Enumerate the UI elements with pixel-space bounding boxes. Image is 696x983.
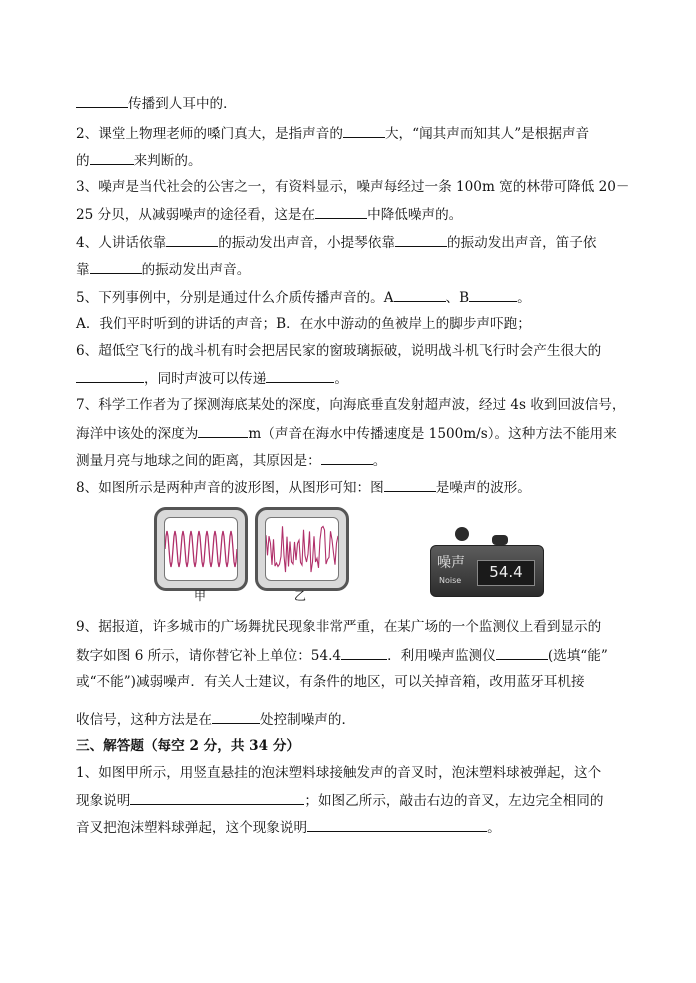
caption-jia: 甲: [194, 589, 207, 603]
section-3-q1-line-3: 音叉把泡沫塑料球弹起，这个现象说明 。: [76, 820, 501, 836]
meter-label: 噪声: [437, 555, 465, 571]
blank[interactable]: [343, 124, 385, 138]
blank[interactable]: [90, 260, 142, 274]
blank[interactable]: [198, 424, 248, 438]
question-6-line-2: ，同时声波可以传递 。: [76, 369, 348, 388]
blank[interactable]: [384, 478, 436, 492]
blank[interactable]: [469, 288, 517, 302]
question-5-options: A．我们平时听到的讲话的声音；B．在水中游动的鱼被岸上的脚步声吓跑；: [76, 316, 531, 332]
blank[interactable]: [76, 369, 144, 383]
blank[interactable]: [315, 205, 367, 219]
question-3-line-1: 3、噪声是当代社会的公害之一，有资料显示，噪声每经过一条 100m 宽的林带可降低 20－: [76, 179, 630, 195]
blank[interactable]: [166, 233, 218, 247]
noise-meter: [430, 545, 544, 597]
question-4-line-2: 靠 的振动发出声音。: [76, 262, 251, 278]
meter-screen: [477, 560, 535, 586]
section-3-q1-line-2: 现象说明 ；如图乙所示，敲击右边的音叉，左边完全相同的: [76, 793, 604, 809]
meter-value: 54.4: [489, 563, 523, 581]
question-9-line-1: 9、据报道，许多城市的广场舞扰民现象非常严重，在某广场的一个监测仪上看到显示的: [76, 619, 602, 635]
meter-microphone-icon: [455, 527, 469, 541]
blank[interactable]: [321, 451, 373, 465]
blank[interactable]: [90, 151, 134, 165]
question-9-line-3: 或“不能”)减弱噪声．有关人士建议，有条件的地区，可以关掉音箱，改用蓝牙耳机接: [76, 674, 585, 690]
blank[interactable]: [394, 288, 446, 302]
blank[interactable]: [266, 369, 334, 383]
question-2-line-2: 的 来判断的。: [76, 153, 202, 169]
waveform-jia: [165, 518, 237, 580]
question-2-line-1: 2、课堂上物理老师的嗓门真大，是指声音的 大，“闻其声而知其人”是根据声音: [76, 126, 590, 142]
question-5-line-1: 5、下列事例中，分别是通过什么介质传播声音的。A 、B 。: [76, 290, 531, 306]
blank[interactable]: [76, 94, 128, 108]
blank[interactable]: [307, 818, 487, 832]
question-7-line-3: 测量月亮与地球之间的距离，其原因是： 。: [76, 453, 387, 469]
blank[interactable]: [130, 791, 304, 805]
caption-yi: 乙: [294, 589, 307, 603]
blank[interactable]: [341, 646, 387, 660]
question-8-line-1: 8、如图所示是两种声音的波形图，从图形可知：图 是噪声的波形。: [76, 480, 531, 496]
section-3-heading: 三、解答题（每空 2 分，共 34 分）: [76, 738, 301, 754]
line-1: 传播到人耳中的．: [76, 94, 237, 113]
question-3-line-2: 25 分贝，从减弱噪声的途径看，这是在 中降低噪声的。: [76, 207, 463, 223]
blank[interactable]: [212, 710, 260, 724]
question-7-line-2: 海洋中该处的深度为 m（声音在海水中传播速度是 1500m/s）。这种方法不能用来: [76, 426, 617, 442]
question-6-line-1: 6、超低空飞行的战斗机有时会把居民家的窗玻璃振破，说明战斗机飞行时会产生很大的: [76, 343, 602, 359]
blank[interactable]: [496, 646, 548, 660]
waveform-jia-panel: [154, 507, 248, 591]
question-9-line-2: 数字如图 6 所示，请你替它补上单位：54.4 ．利用噪声监测仪 (选填“能”: [76, 648, 608, 664]
blank[interactable]: [395, 233, 447, 247]
question-9-line-4: 收信号，这种方法是在 处控制噪声的．: [76, 712, 356, 728]
meter-knob-icon: [492, 535, 508, 545]
question-4-line-1: 4、人讲话依靠 的振动发出声音，小提琴依靠 的振动发出声音，笛子依: [76, 235, 597, 251]
meter-noise-label: Noise: [439, 576, 462, 585]
waveform-yi: [266, 518, 338, 580]
waveform-yi-panel: [255, 507, 349, 591]
section-3-q1-line-1: 1、如图甲所示，用竖直悬挂的泡沫塑料球接触发声的音叉时，泡沫塑料球被弹起，这个: [76, 765, 602, 781]
question-7-line-1: 7、科学工作者为了探测海底某处的深度，向海底垂直发射超声波，经过 4s 收到回波信号，: [76, 397, 626, 413]
